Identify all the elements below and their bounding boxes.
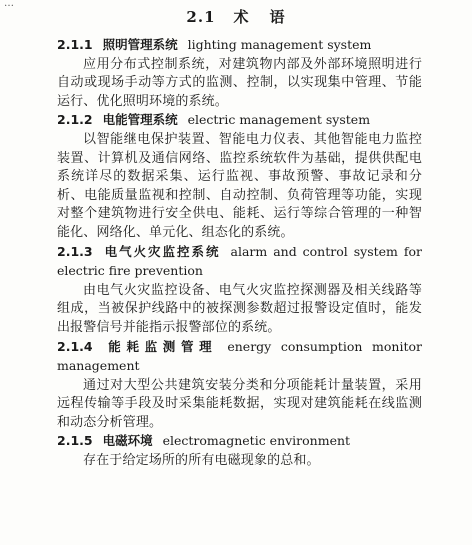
term-definition: 以智能继电保护装置、智能电力仪表、其他智能电力监控装置、计算机及通信网络、监控系统软件为基础，提供供配电系统详尽的数据采集、运行监视、事故预警、事故记录和分析、电能质量监视和控制、自动控制、负荷管理等功能，实现对整个建筑物进行安全供电、能耗、运行等综合管理的一种智能化、网络化、单元化、组态化的系统。: [57, 131, 422, 240]
term-entry: [57, 432, 422, 470]
term-heading: [57, 111, 422, 131]
term-number: 2.1.1: [57, 37, 93, 52]
term-entry: [57, 338, 422, 433]
term-definition: 存在于给定场所的所有电磁现象的总和。: [83, 453, 320, 469]
term-name-en: lighting management system: [187, 37, 372, 52]
section-title-char-2: 语: [269, 8, 286, 26]
term-entry: [57, 111, 422, 242]
term-name-en: electromagnetic environment: [162, 433, 351, 449]
section-title: [0, 6, 472, 27]
terms-list: [57, 36, 422, 471]
term-entry: [57, 243, 422, 338]
term-name-zh: 电能管理系统: [102, 112, 178, 128]
term-name-en: electric management system: [187, 112, 371, 128]
term-name-zh: 电磁环境: [102, 433, 153, 449]
term-definition: 应用分布式控制系统，对建筑物内部及外部环境照明进行自动或现场手动等方式的监测、控制，以实现集中管理、节能运行、优化照明环境的系统。: [57, 56, 422, 109]
term-definition: 通过对大型公共建筑安装分类和分项能耗计量装置，采用远程传输等手段及时采集能耗数据，实现对建筑能耗在线监测和动态分析管理。: [57, 377, 422, 430]
term-heading: [57, 36, 422, 56]
term-entry: [57, 36, 422, 111]
term-heading: [57, 338, 422, 377]
term-number: 2.1.5: [57, 433, 93, 449]
term-heading: [57, 432, 422, 452]
term-name-zh: 照明管理系统: [102, 37, 178, 52]
section-number: 2.1: [186, 8, 216, 26]
term-number: 2.1.2: [57, 112, 93, 128]
term-name-zh: 电气火灾监控系统: [102, 243, 221, 259]
term-number: 2.1.3: [57, 243, 93, 259]
term-heading: [57, 243, 422, 282]
term-name-zh: 能耗监测管理: [102, 338, 218, 354]
section-title-char-1: 术: [233, 8, 250, 26]
term-name-en: alarm and control system for electric fire prevention: [57, 243, 422, 279]
page-header-remnant: …: [4, 0, 14, 9]
term-definition: 由电气火灾监控设备、电气火灾监控探测器及相关线路等组成，当被保护线路中的被探测参数超过报警设定值时，能发出报警信号并能指示报警部位的系统。: [57, 282, 422, 335]
term-name-en: energy consumption monitor management: [57, 338, 422, 374]
term-number: 2.1.4: [57, 338, 93, 354]
